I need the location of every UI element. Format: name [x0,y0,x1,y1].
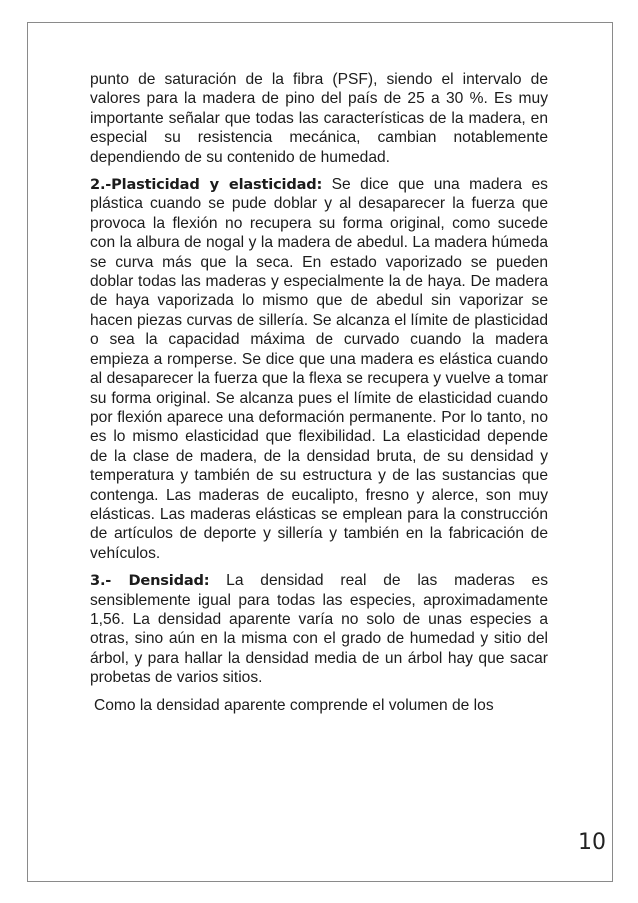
section-heading-densidad: 3.- Densidad: [90,572,210,590]
paragraph-plasticidad [90,175,548,563]
paragraph-text: Se dice que una madera es plástica cuando se pude doblar y al desaparecer la fuerza que provoca la flexión no recupera su forma original, como sucede con la albura de nogal y la madera de abedul. La madera húmeda se curva más que la seca. En estado vaporizado se pueden doblar todas las maderas y especialmente la de haya. De madera de haya vaporizada lo mismo que de abedul sin vaporizar se hacen piezas curvas de sillería. Se alcanza el límite de plasticidad o sea la capacidad máxima de curvado cuando la madera empieza a romperse. Se dice que una madera es elástica cuando al desaparecer la fuerza que la flexa se recupera y vuelve a tomar su forma original. Se alcanza pues el límite de elasticidad cuando por flexión aparece una deformación permanente. Por lo tanto, no es lo mismo elasticidad que flexibilidad. La elasticidad depende de la clase de madera, de la densidad bruta, de su densidad y temperatura y también de su estructura y de las sustancias que contenga. Las maderas de eucalipto, fresno y alerce, son muy elásticas. Las maderas elásticas se emplean para la construcción de artículos de deporte y sillería y también en la fabricación de vehículos. [90,176,548,562]
page-number: 10 [578,830,606,855]
paragraph-text: La densidad real de las maderas es sensiblemente igual para todas las especies, aproximadamente 1,56. La densidad aparente varía no solo de unas especies a otras, sino aún en la misma con el grado de humedad y sitio del árbol, y para hallar la densidad media de un árbol hay que sacar probetas de varios sitios. [90,572,549,687]
paragraph-text: Como la densidad aparente comprende el volumen de los [94,696,494,714]
paragraph-text: punto de saturación de la fibra (PSF), siendo el intervalo de valores para la madera de pino del país de 25 a 30 %. Es muy importante señalar que todas las características de la madera, en especial su resistencia mecánica, cambian notablemente dependiendo de su contenido de humedad. [90,71,548,166]
section-heading-plasticidad: 2.-Plasticidad y elasticidad: [90,176,323,194]
paragraph-continuation [90,696,548,715]
document-body [90,70,548,723]
paragraph-densidad [90,571,548,687]
paragraph-psf [90,70,548,167]
